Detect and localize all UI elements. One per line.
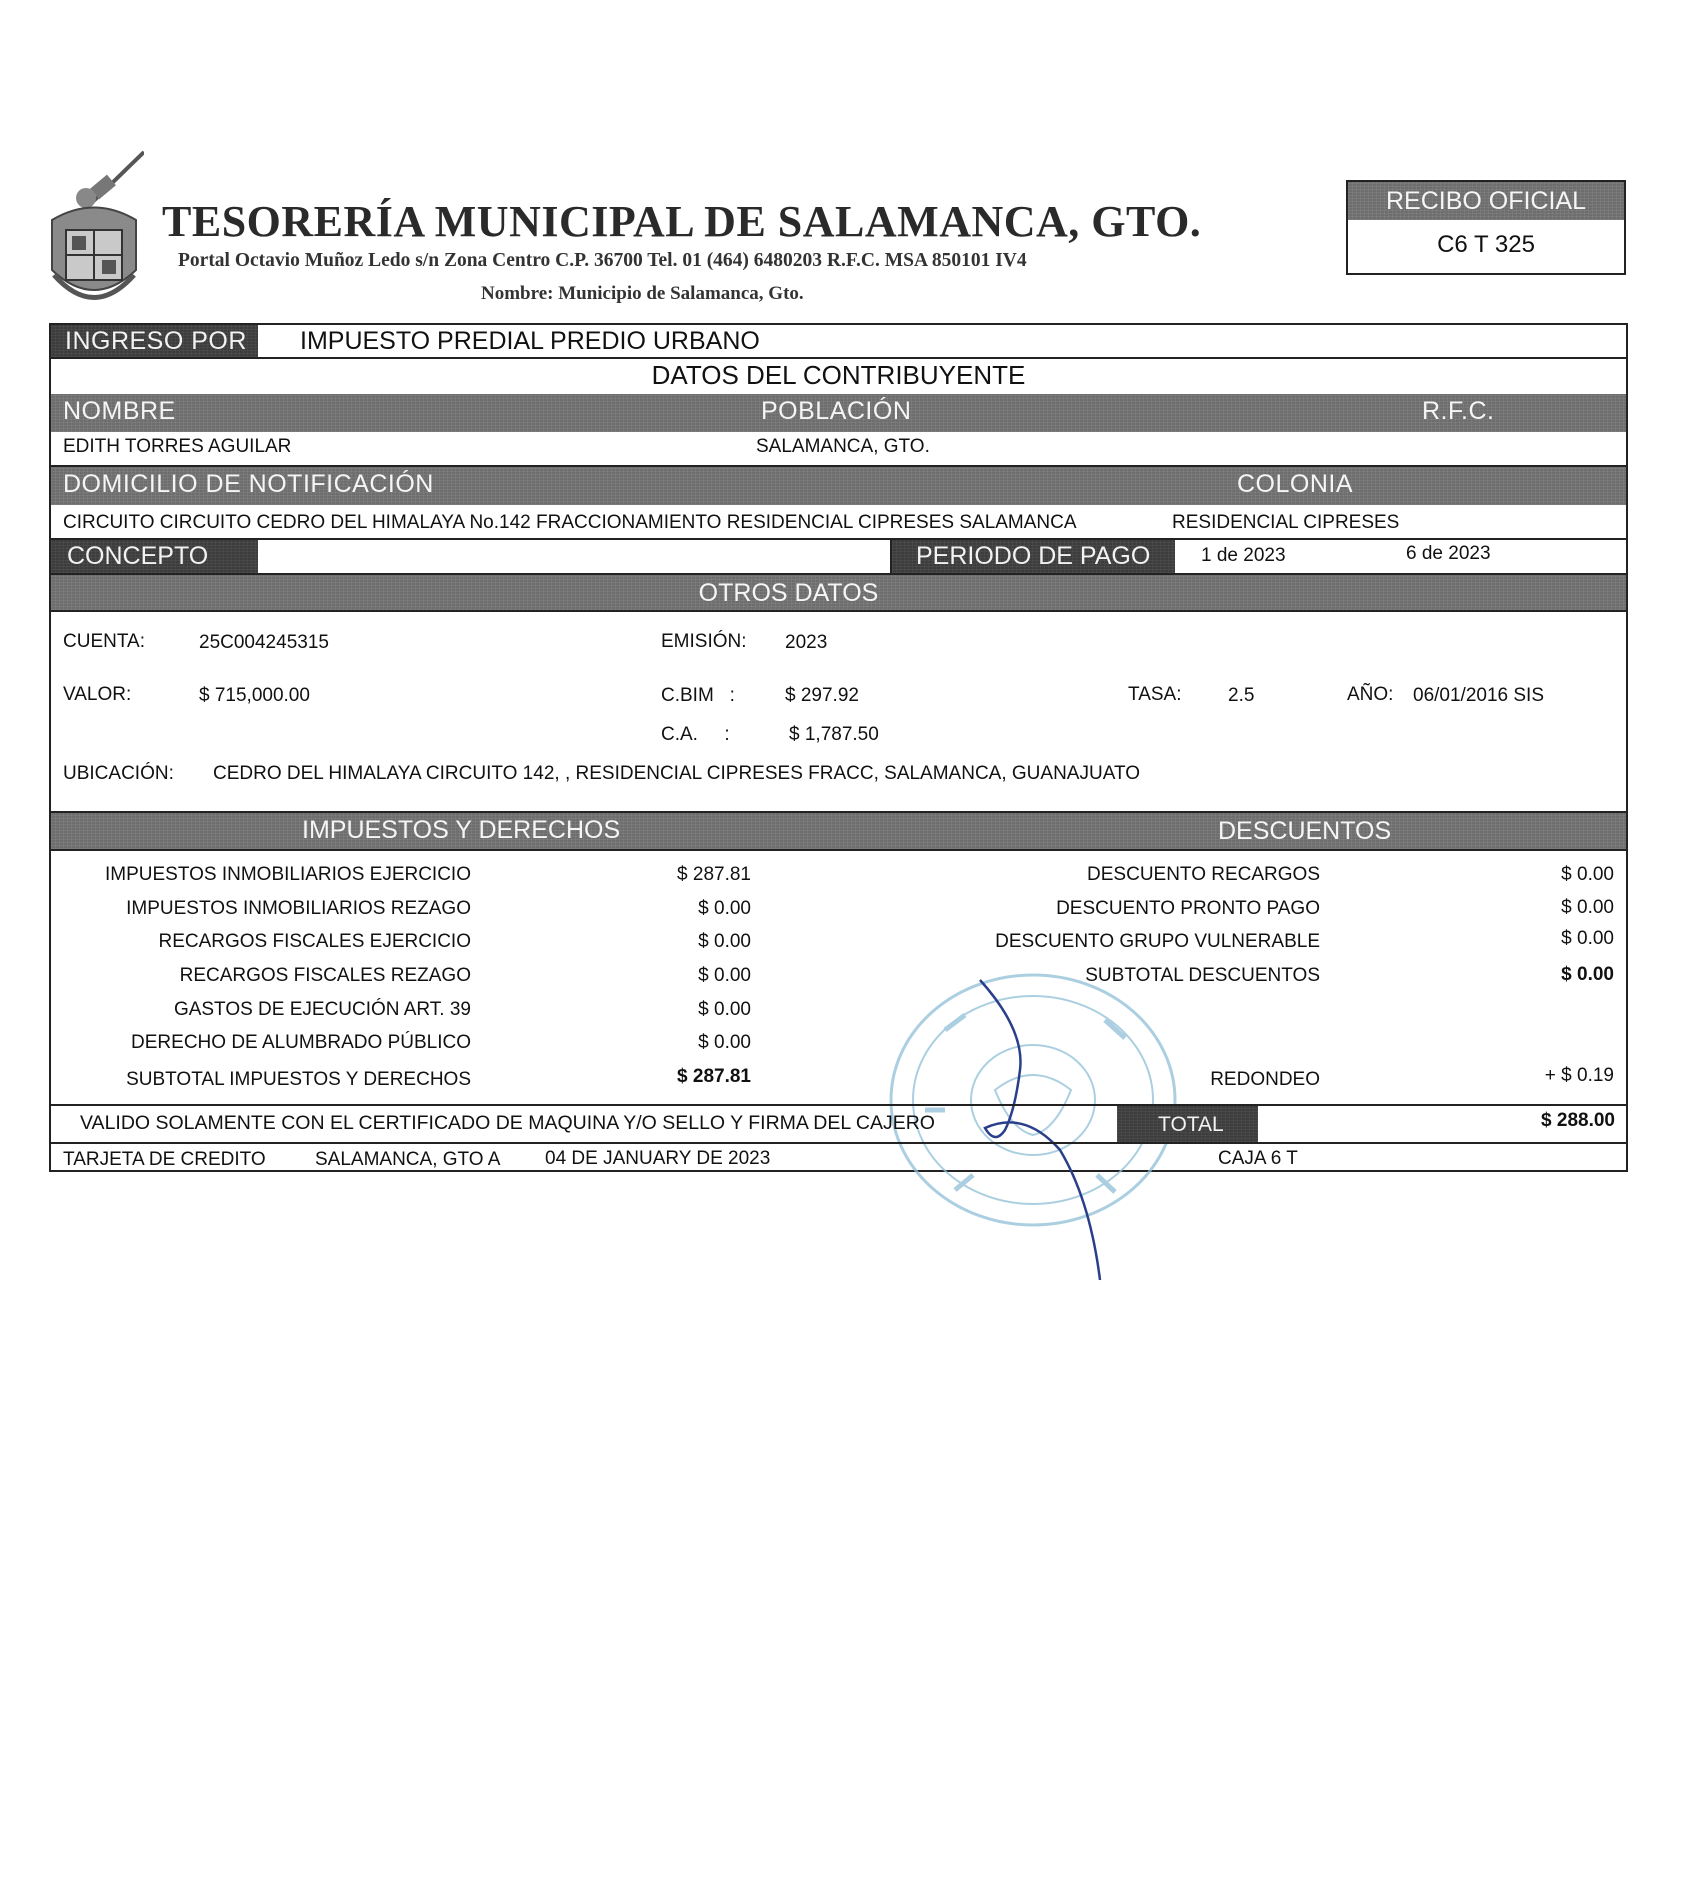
header-nombre: Nombre: Municipio de Salamanca, Gto. [481,283,804,304]
page-title: TESORERÍA MUNICIPAL DE SALAMANCA, GTO. [162,197,1202,246]
emision-value: 2023 [785,632,828,653]
valor-label: VALOR: [63,684,132,705]
total-value: $ 288.00 [1541,1110,1615,1131]
descuento-amount: $ 0.00 [1561,928,1614,949]
cbim-label: C.BIM : [661,685,735,706]
pago-metodo: TARJETA DE CREDITO [63,1149,266,1170]
periodo-desde: 1 de 2023 [1201,545,1286,566]
impuesto-amount: $ 0.00 [698,999,751,1020]
coat-of-arms-icon [44,150,144,320]
impuesto-label: RECARGOS FISCALES EJERCICIO [158,931,471,952]
poblacion-value: SALAMANCA, GTO. [756,436,930,457]
impuesto-amount: $ 0.00 [698,1032,751,1053]
impuesto-label: IMPUESTOS INMOBILIARIOS REZAGO [126,898,471,919]
total-label: TOTAL [1117,1106,1258,1142]
anio-value: 06/01/2016 SIS [1413,685,1544,706]
tasa-label: TASA: [1128,684,1182,705]
receipt-number: C6 T 325 [1437,231,1535,258]
nombre-label: NOMBRE [63,397,176,425]
descuento-label: DESCUENTO RECARGOS [1087,864,1320,885]
impuestos-list [51,858,751,1098]
cuenta-label: CUENTA: [63,631,145,652]
ca-label: C.A. : [661,724,730,745]
periodo-label: PERIODO DE PAGO [892,540,1175,573]
impuesto-amount: $ 0.00 [698,898,751,919]
impuesto-amount: $ 287.81 [677,864,751,885]
colonia-value: RESIDENCIAL CIPRESES [1172,512,1400,533]
descuentos-subtotal-label: SUBTOTAL DESCUENTOS [1085,965,1320,986]
impuesto-amount: $ 0.00 [698,931,751,952]
pago-lugar: SALAMANCA, GTO A [315,1149,501,1170]
descuento-label: DESCUENTO PRONTO PAGO [1056,898,1320,919]
tasa-value: 2.5 [1228,685,1255,706]
header-address: Portal Octavio Muñoz Ledo s/n Zona Centro C.P. 36700 Tel. 01 (464) 6480203 R.F.C. MSA 850101 IV4 [178,250,1027,271]
domicilio-value: CIRCUITO CIRCUITO CEDRO DEL HIMALAYA No.142 FRACCIONAMIENTO RESIDENCIAL CIPRESES SALAMANCA [63,512,1077,533]
redondeo-label: REDONDEO [1210,1069,1320,1090]
redondeo-value: + $ 0.19 [1544,1065,1614,1086]
nombre-value: EDITH TORRES AGUILAR [63,436,292,457]
descuento-label: DESCUENTO GRUPO VULNERABLE [995,931,1320,952]
rfc-label: R.F.C. [1422,397,1495,425]
valido-text: VALIDO SOLAMENTE CON EL CERTIFICADO DE MAQUINA Y/O SELLO Y FIRMA DEL CAJERO [80,1112,935,1134]
ca-value: $ 1,787.50 [789,724,879,745]
cuenta-value: 25C004245315 [199,632,329,653]
contribuyente-title: DATOS DEL CONTRIBUYENTE [651,360,1026,390]
impuestos-subtotal-label: SUBTOTAL IMPUESTOS Y DERECHOS [126,1069,471,1090]
receipt-label: RECIBO OFICIAL [1348,182,1624,220]
ingreso-label: INGRESO POR [51,325,258,357]
concepto-label: CONCEPTO [51,540,258,573]
impuestos-title: IMPUESTOS Y DERECHOS [302,816,621,844]
impuestos-subtotal: $ 287.81 [677,1066,751,1087]
descuento-amount: $ 0.00 [1561,864,1614,885]
otros-datos-title: OTROS DATOS [698,579,879,607]
descuentos-list [900,858,1614,1098]
impuesto-amount: $ 0.00 [698,965,751,986]
ubicacion-label: UBICACIÓN: [63,763,174,784]
ingreso-value: IMPUESTO PREDIAL PREDIO URBANO [300,327,760,355]
impuesto-label: DERECHO DE ALUMBRADO PÚBLICO [131,1032,471,1053]
ubicacion-value: CEDRO DEL HIMALAYA CIRCUITO 142, , RESIDENCIAL CIPRESES FRACC, SALAMANCA, GUANAJUATO [213,763,1140,784]
descuento-amount: $ 0.00 [1561,897,1614,918]
emision-label: EMISIÓN: [661,631,747,652]
impuesto-label: RECARGOS FISCALES REZAGO [179,965,471,986]
domicilio-label: DOMICILIO DE NOTIFICACIÓN [63,470,434,498]
valor-value: $ 715,000.00 [199,685,310,706]
colonia-label: COLONIA [1237,470,1354,498]
descuentos-title: DESCUENTOS [1218,817,1392,845]
poblacion-label: POBLACIÓN [761,397,912,425]
periodo-hasta: 6 de 2023 [1406,543,1491,564]
impuesto-label: GASTOS DE EJECUCIÓN ART. 39 [173,999,471,1020]
impuesto-label: IMPUESTOS INMOBILIARIOS EJERCICIO [105,864,471,885]
pago-fecha: 04 DE JANUARY DE 2023 [545,1148,771,1169]
receipt-box [1346,180,1626,275]
descuentos-subtotal: $ 0.00 [1561,964,1614,985]
caja: CAJA 6 T [1218,1148,1298,1169]
concepto-field [258,540,892,573]
anio-label: AÑO: [1347,684,1394,705]
cbim-value: $ 297.92 [785,685,859,706]
